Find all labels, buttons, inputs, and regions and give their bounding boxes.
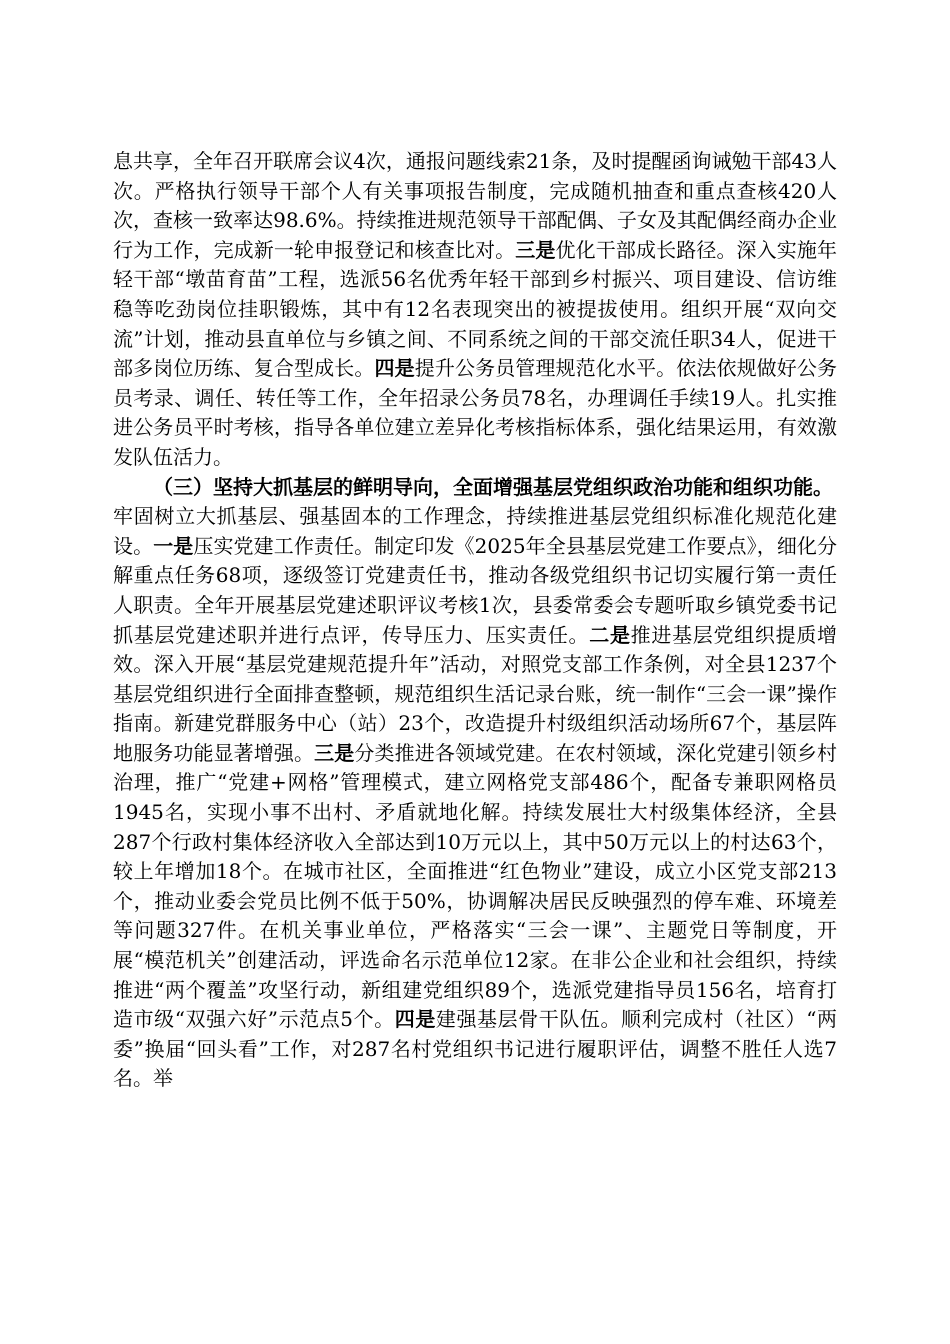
paragraph-text: 分类推进各领域党建。在农村领域，深化党建引领乡村治理，推广“党建+网格”管理模式，建立网格党支部486个，配备专兼职网格员1945名，实现小事不出村、矛盾就地化解。持续发展壮大村级集体经济，全县287个行政村集体经济收入全部达到10万元以上，其中50万元以上的村达63个，较上年增加18个。在城市社区，全面推进“红色物业”建设，成立小区党支部213个，推动业委会党员比例不低于50%，协调解决居民反映强烈的停车难、环境差等问题327件。在机关事业单位，严格落实“三会一课”、主题党日等制度，开展“模范机关”创建活动，评选命名示范单位12家。在非公企业和社会组织，持续推进“两个覆盖”攻坚行动，新组建党组织89个，选派党建指导员156名，培育打造市级“双强六好”示范点5个。 xyxy=(113,740,838,1032)
paragraph-text: 提升公务员管理规范化水平。依法依规做好公务员考录、调任、转任等工作，全年招录公务员78名，办理调任手续19人。扎实推进公务员平时考核，指导各单位建立差异化考核指标体系，强化结果运用，有效激发队伍活力。 xyxy=(113,356,838,469)
point-label-four: 四是 xyxy=(394,1007,436,1032)
paragraph-cadre-management xyxy=(113,147,837,473)
point-label-three: 三是 xyxy=(314,740,355,765)
paragraph-text: 息共享，全年召开联席会议4次，通报问题线索21条，及时提醒函询诫勉干部43人次。严格执行领导干部个人有关事项报告制度，完成随机抽查和重点查核420人次，查核一致率达98.6%。持续推进规范领导干部配偶、子女及其配偶经商办企业行为工作，完成新一轮申报登记和核查比对。 xyxy=(113,149,837,262)
paragraph-text: 优化干部成长路径。深入实施年轻干部“墩苗育苗”工程，选派56名优秀年轻干部到乡村振兴、项目建设、信访维稳等吃劲岗位挂职锻炼，其中有12名表现突出的被提拔使用。组织开展“双向交流”计划，推动县直单位与乡镇之间、不同系统之间的干部交流任职34人，促进干部多岗位历练、复合型成长。 xyxy=(113,237,838,381)
paragraph-text: 压实党建工作责任。制定印发《2025年全县基层党建工作要点》，细化分解重点任务68项，逐级签订党建责任书，推动各级党组织书记切实履行第一责任人职责。全年开展基层党建述职评议考核1次，县委常委会专题听取乡镇党委书记抓基层党建述职并进行点评，传导压力、压实责任。 xyxy=(113,533,838,647)
point-label-one: 一是 xyxy=(153,533,194,558)
document-body xyxy=(113,147,837,1094)
paragraph-grassroots xyxy=(113,502,837,1094)
point-label-two: 二是 xyxy=(589,622,631,647)
point-label-four: 四是 xyxy=(374,356,415,381)
paragraph-text: 推进基层党组织提质增效。深入开展“基层党建规范提升年”活动，对照党支部工作条例，对全县1237个基层党组织进行全面排查整顿，规范组织生活记录台账，统一制作“三会一课”操作指南。新建党群服务中心（站）23个，改造提升村级组织活动场所67个，基层阵地服务功能显著增强。 xyxy=(113,622,838,765)
paragraph-text: 牢固树立大抓基层、强基固本的工作理念，持续推进基层党组织标准化规范化建设。 xyxy=(113,504,837,558)
section-heading: （三）坚持大抓基层的鲜明导向，全面增强基层党组织政治功能和组织功能。 xyxy=(153,474,833,499)
point-label-three: 三是 xyxy=(515,237,556,262)
paragraph-text: 建强基层骨干队伍。顺利完成村（社区）“两委”换届“回头看”工作，对287名村党组织书记进行履职评估，调整不胜任人选7名。举 xyxy=(113,1007,837,1091)
